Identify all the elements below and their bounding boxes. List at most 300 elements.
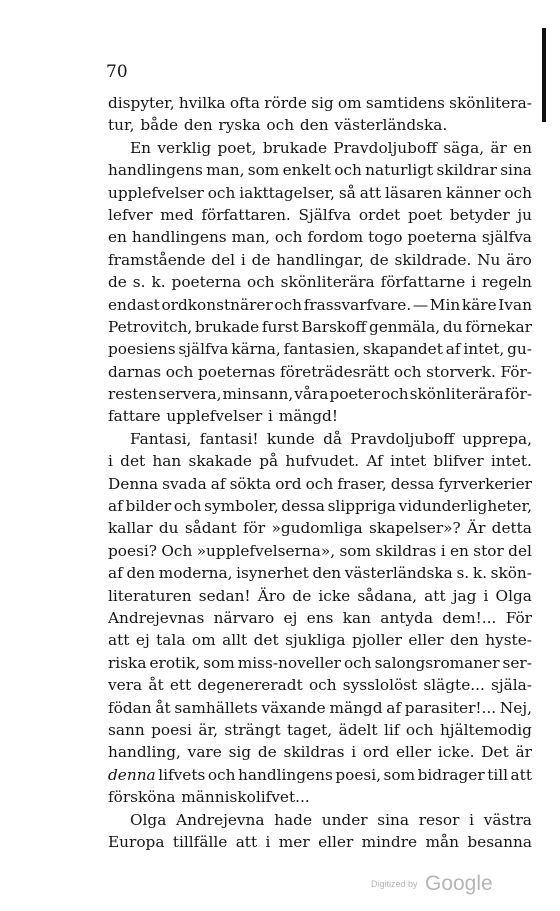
- text-line: [108, 405, 532, 427]
- word: då: [323, 429, 342, 448]
- word: att: [108, 631, 130, 650]
- word: växande: [261, 698, 326, 717]
- word: som: [383, 765, 416, 784]
- word: företrädesrätt: [280, 362, 390, 381]
- word: människolifvet...: [181, 788, 310, 807]
- word: furst: [261, 317, 299, 336]
- word: att: [424, 586, 446, 605]
- word: de: [257, 743, 277, 762]
- word: ens: [306, 608, 334, 627]
- word: besanna: [467, 832, 532, 851]
- word: skönlitera-: [449, 94, 532, 112]
- word: är: [490, 138, 507, 157]
- word: och: [266, 116, 295, 135]
- word: i: [471, 273, 477, 292]
- text-line: [108, 338, 532, 360]
- word: sedan!: [198, 586, 251, 605]
- word: salongsromaner: [374, 653, 500, 672]
- word: fantasi!: [199, 429, 259, 448]
- word: »gudomliga: [271, 519, 363, 538]
- word: sina: [377, 810, 409, 829]
- word: strängt: [224, 720, 281, 739]
- word: läsaren: [384, 183, 443, 202]
- word: den: [450, 631, 479, 650]
- word: den: [126, 564, 156, 583]
- word: k.: [151, 273, 166, 292]
- word: käre: [461, 295, 497, 314]
- word: i: [351, 743, 357, 762]
- word: poeterna: [407, 228, 477, 247]
- word: ofta: [229, 94, 260, 112]
- text-line: [108, 540, 532, 562]
- word: tur,: [108, 116, 135, 135]
- word: skildrar: [436, 161, 497, 180]
- word: sina: [500, 161, 532, 180]
- word: För-: [500, 362, 532, 381]
- word: Själfva: [298, 205, 352, 224]
- word: författarne: [380, 273, 466, 292]
- word: icke: [318, 586, 351, 605]
- word: att: [510, 765, 532, 784]
- word: degenereradt: [197, 676, 303, 695]
- text-line: [108, 361, 532, 383]
- word: intet: [390, 452, 427, 471]
- word: brukade: [262, 138, 328, 157]
- text-line: [108, 674, 532, 696]
- word: till: [487, 765, 509, 784]
- word: och: [405, 720, 434, 739]
- word: närvaro: [213, 608, 275, 627]
- word: literaturen: [108, 586, 192, 605]
- word: ord: [275, 474, 302, 493]
- word: och: [393, 362, 422, 381]
- word: poesi,: [335, 765, 381, 784]
- word: åt: [148, 676, 164, 695]
- word: sann: [108, 720, 145, 739]
- word: skön-: [490, 564, 532, 583]
- word: som: [203, 653, 235, 672]
- text-line: [108, 495, 532, 517]
- word: mängd: [329, 698, 383, 717]
- word: sådana,: [357, 586, 418, 605]
- word: togo: [368, 228, 403, 247]
- word: om: [191, 631, 216, 650]
- word: ordet: [358, 205, 401, 224]
- word: sådant: [184, 519, 237, 538]
- word: Andrejevnas: [108, 608, 205, 627]
- word: jag: [452, 586, 477, 605]
- word: vidunderligheter,: [398, 497, 532, 516]
- word: med: [160, 205, 194, 224]
- text-line: [108, 204, 532, 226]
- word: af: [210, 474, 226, 493]
- word: kan: [342, 608, 371, 627]
- word: —: [412, 295, 429, 314]
- word: en: [513, 138, 532, 157]
- word: de: [251, 250, 271, 269]
- word: dessa: [390, 474, 435, 493]
- word: dessa: [281, 497, 325, 516]
- word: bilder: [125, 497, 172, 516]
- word: ju: [517, 205, 532, 224]
- word: ej: [283, 608, 298, 627]
- word: i: [469, 810, 475, 829]
- word: poesi?: [108, 541, 157, 560]
- word: slägte...: [423, 676, 485, 695]
- word: frassvarfvare.: [303, 295, 412, 314]
- text-line: [108, 316, 532, 338]
- word: lif: [384, 720, 400, 739]
- word: handlingens: [108, 161, 203, 180]
- word: sig: [228, 743, 252, 762]
- text-line: [108, 294, 532, 316]
- word: känner: [446, 183, 501, 202]
- word: och: [247, 273, 275, 292]
- margin-rule: [542, 28, 546, 122]
- word: i: [440, 541, 446, 560]
- word: dem!...: [442, 608, 497, 627]
- word: poesiens: [108, 340, 176, 359]
- word: isynerhet: [236, 564, 309, 583]
- word: svada: [162, 474, 207, 493]
- word: framstående: [108, 250, 206, 269]
- word: regeln: [481, 273, 532, 292]
- word: fordom: [307, 228, 364, 247]
- text-line: [108, 137, 532, 159]
- word: verklig: [157, 138, 212, 157]
- word: och: [334, 161, 362, 180]
- word: stor: [473, 541, 504, 560]
- word: en: [450, 541, 469, 560]
- text-line: [108, 271, 532, 293]
- text-line: [108, 607, 532, 629]
- word: de: [108, 273, 127, 292]
- text-line: [108, 159, 532, 181]
- text-line: [108, 383, 532, 405]
- word: kärna,: [231, 340, 281, 359]
- word: gu-: [507, 340, 532, 359]
- word: En: [130, 138, 152, 157]
- text-line: [108, 831, 532, 853]
- word: skildras: [283, 743, 345, 762]
- word: om: [337, 94, 362, 112]
- word: fyrverkerier: [438, 474, 532, 493]
- word: vera: [108, 676, 143, 695]
- word: både: [140, 116, 179, 135]
- word: att: [235, 832, 258, 851]
- word: brukade: [194, 317, 260, 336]
- word: sökta: [229, 474, 272, 493]
- word: Min: [429, 295, 461, 314]
- text-line: [108, 114, 532, 136]
- google-logo-text: Google: [424, 872, 493, 895]
- word: du: [442, 317, 463, 336]
- word: på: [259, 452, 279, 471]
- word: kallar: [108, 519, 153, 538]
- text-line: [108, 585, 532, 607]
- word: Nej,: [499, 698, 532, 717]
- text-line: [108, 428, 532, 450]
- word: och: [504, 183, 532, 202]
- word: och: [173, 497, 202, 516]
- word: kunde: [266, 429, 315, 448]
- word: parasiter!...: [404, 698, 497, 717]
- word: under: [321, 810, 368, 829]
- word: taget,: [287, 720, 333, 739]
- word: och: [207, 183, 236, 202]
- word: hade: [274, 810, 313, 829]
- word: eller: [395, 743, 432, 762]
- word: och: [381, 385, 409, 404]
- word: västerländska.: [334, 116, 448, 135]
- word: den: [183, 116, 213, 135]
- text-line: [108, 226, 532, 248]
- word: riska: [108, 653, 147, 672]
- word: Barskoff: [301, 317, 367, 336]
- word: i: [108, 452, 113, 471]
- word: af: [386, 698, 402, 717]
- word: äro: [506, 250, 532, 269]
- word: Ivan: [498, 295, 532, 314]
- word: det: [253, 631, 279, 650]
- word: och: [274, 228, 303, 247]
- word: Af: [366, 452, 383, 471]
- word: sysslolöst: [342, 676, 418, 695]
- word: dispyter,: [108, 94, 175, 112]
- word: fattare: [108, 407, 161, 426]
- word: sig: [311, 94, 334, 112]
- word: och: [207, 765, 236, 784]
- word: Denna: [108, 474, 159, 493]
- text-line: [108, 450, 532, 472]
- word: västra: [483, 810, 532, 829]
- word: naturligt: [365, 161, 434, 180]
- word: ej: [135, 631, 150, 650]
- word: k.: [472, 564, 487, 583]
- digitized-watermark: [371, 872, 493, 896]
- word: s.: [456, 564, 470, 583]
- word: i: [268, 407, 273, 426]
- word: handlingar,: [276, 250, 364, 269]
- word: själfva: [178, 340, 229, 359]
- word: »upplefvelserna»,: [196, 541, 336, 560]
- page-number: 70: [106, 62, 128, 82]
- word: resten: [108, 385, 158, 404]
- word: iakttagelser,: [239, 183, 336, 202]
- word: västerländska: [344, 564, 453, 583]
- word: författaren.: [201, 205, 291, 224]
- word: och: [308, 676, 337, 695]
- word: storverk.: [426, 362, 496, 381]
- word: lefver: [108, 205, 153, 224]
- word: hyste-: [485, 631, 532, 650]
- word: servera,: [158, 385, 222, 404]
- text-line: [108, 92, 532, 114]
- word: mindre: [361, 832, 418, 851]
- word: del: [508, 541, 532, 560]
- word: af: [108, 497, 123, 516]
- word: ryska: [218, 116, 261, 135]
- word: Olga: [130, 810, 167, 829]
- word: upplefvelser: [108, 183, 204, 202]
- text-line: [108, 182, 532, 204]
- text-line: [108, 517, 532, 539]
- word: genmäla,: [368, 317, 441, 336]
- word: Det: [481, 743, 509, 762]
- text-line: [108, 809, 532, 831]
- word: betyder: [449, 205, 510, 224]
- text-line: [108, 786, 532, 808]
- word: antyda: [380, 608, 433, 627]
- word: poet,: [217, 138, 257, 157]
- word: själfva: [481, 228, 532, 247]
- word: det: [120, 452, 146, 471]
- word: detta: [491, 519, 532, 538]
- word: Pravdoljuboff: [350, 429, 455, 448]
- word: Och: [161, 541, 193, 560]
- text-line: [108, 652, 532, 674]
- word: fraser,: [337, 474, 387, 493]
- word: poesi: [151, 720, 192, 739]
- word: poet: [408, 205, 443, 224]
- word: För: [505, 608, 532, 627]
- word: hufvudet.: [285, 452, 360, 471]
- word: är,: [198, 720, 218, 739]
- word: ord: [362, 743, 390, 762]
- word: så: [338, 183, 356, 202]
- word: intet.: [490, 452, 532, 471]
- word: skapelser»?: [368, 519, 461, 538]
- word: födan: [108, 698, 152, 717]
- word: som: [339, 541, 372, 560]
- word: eller: [318, 832, 354, 851]
- word: skönliterära: [280, 273, 375, 292]
- word: rörde: [264, 94, 307, 112]
- word: säga,: [443, 138, 485, 157]
- word: de: [292, 586, 312, 605]
- word: minsann,: [222, 385, 294, 404]
- word: icke.: [437, 743, 475, 762]
- word: du: [158, 519, 179, 538]
- word: skakade: [188, 452, 252, 471]
- word: poeter: [329, 385, 381, 404]
- word: moderna,: [158, 564, 233, 583]
- word: själa-: [491, 676, 532, 695]
- word: samtidens: [365, 94, 445, 112]
- word: som: [247, 161, 280, 180]
- word: ett: [169, 676, 192, 695]
- word: upplefvelser: [166, 407, 263, 426]
- word: och: [343, 653, 372, 672]
- text-line: [108, 249, 532, 271]
- word: Nu: [477, 250, 501, 269]
- word: af: [445, 340, 461, 359]
- word: Är: [467, 519, 486, 538]
- word: i: [240, 250, 246, 269]
- word: intet,: [463, 340, 505, 359]
- word: erotik,: [149, 653, 201, 672]
- word: Europa: [108, 832, 165, 851]
- word: allt: [222, 631, 248, 650]
- word: man,: [206, 161, 245, 180]
- word: för-: [504, 385, 532, 404]
- word: i: [483, 586, 489, 605]
- word: mängd!: [278, 407, 338, 426]
- word: ser-: [502, 653, 532, 672]
- word: Andrejevna: [176, 810, 265, 829]
- text-line: [108, 741, 532, 763]
- word: Pravdoljuboff: [333, 138, 438, 157]
- word: Olga: [495, 586, 532, 605]
- word: handling,: [108, 743, 181, 762]
- word: försköna: [108, 788, 176, 807]
- word: upprepa,: [462, 429, 532, 448]
- word: pjoller: [351, 631, 402, 650]
- word: Äro: [257, 586, 286, 605]
- word: skildrade.: [394, 250, 472, 269]
- word: samhällets: [174, 698, 258, 717]
- word: skönliterära: [409, 385, 504, 404]
- word: mån: [425, 832, 459, 851]
- word: han: [152, 452, 182, 471]
- word: och: [305, 474, 334, 493]
- word: endast: [108, 295, 160, 314]
- word: enkelt: [282, 161, 331, 180]
- word: ädelt: [338, 720, 378, 739]
- text-line: [108, 719, 532, 741]
- word: är: [515, 743, 532, 762]
- text-line: [108, 697, 532, 719]
- word: miss-noveller: [237, 653, 341, 672]
- word: och: [165, 362, 194, 381]
- text-line: [108, 473, 532, 495]
- word: af: [108, 564, 123, 583]
- word: skapandet: [362, 340, 443, 359]
- word: hjältemodig: [439, 720, 532, 739]
- word: och: [274, 295, 303, 314]
- word: slippriga: [327, 497, 396, 516]
- word: ordkonstnärer: [161, 295, 273, 314]
- word: tala: [156, 631, 186, 650]
- word: man,: [231, 228, 270, 247]
- word: förnekar: [465, 317, 532, 336]
- word: tillfälle: [172, 832, 228, 851]
- word: lifvets: [158, 765, 206, 784]
- word: resor: [418, 810, 460, 829]
- word: poeternas: [197, 362, 276, 381]
- word: vare: [187, 743, 222, 762]
- word: bidrager: [417, 765, 485, 784]
- word: s.: [132, 273, 146, 292]
- text-line: [108, 764, 532, 786]
- word: denna: [108, 765, 156, 784]
- text-line: [108, 629, 532, 651]
- word: del: [211, 250, 236, 269]
- word: de: [369, 250, 389, 269]
- word: den: [312, 564, 342, 583]
- word: darnas: [108, 362, 162, 381]
- word: handlingens: [131, 228, 227, 247]
- word: för: [243, 519, 266, 538]
- word: skildras: [375, 541, 437, 560]
- body-text: [108, 92, 532, 853]
- word: fantasien,: [283, 340, 361, 359]
- word: i: [265, 832, 271, 851]
- word: Fantasi,: [130, 429, 192, 448]
- word: symboler,: [204, 497, 279, 516]
- word: våra: [294, 385, 329, 404]
- word: åt: [155, 698, 171, 717]
